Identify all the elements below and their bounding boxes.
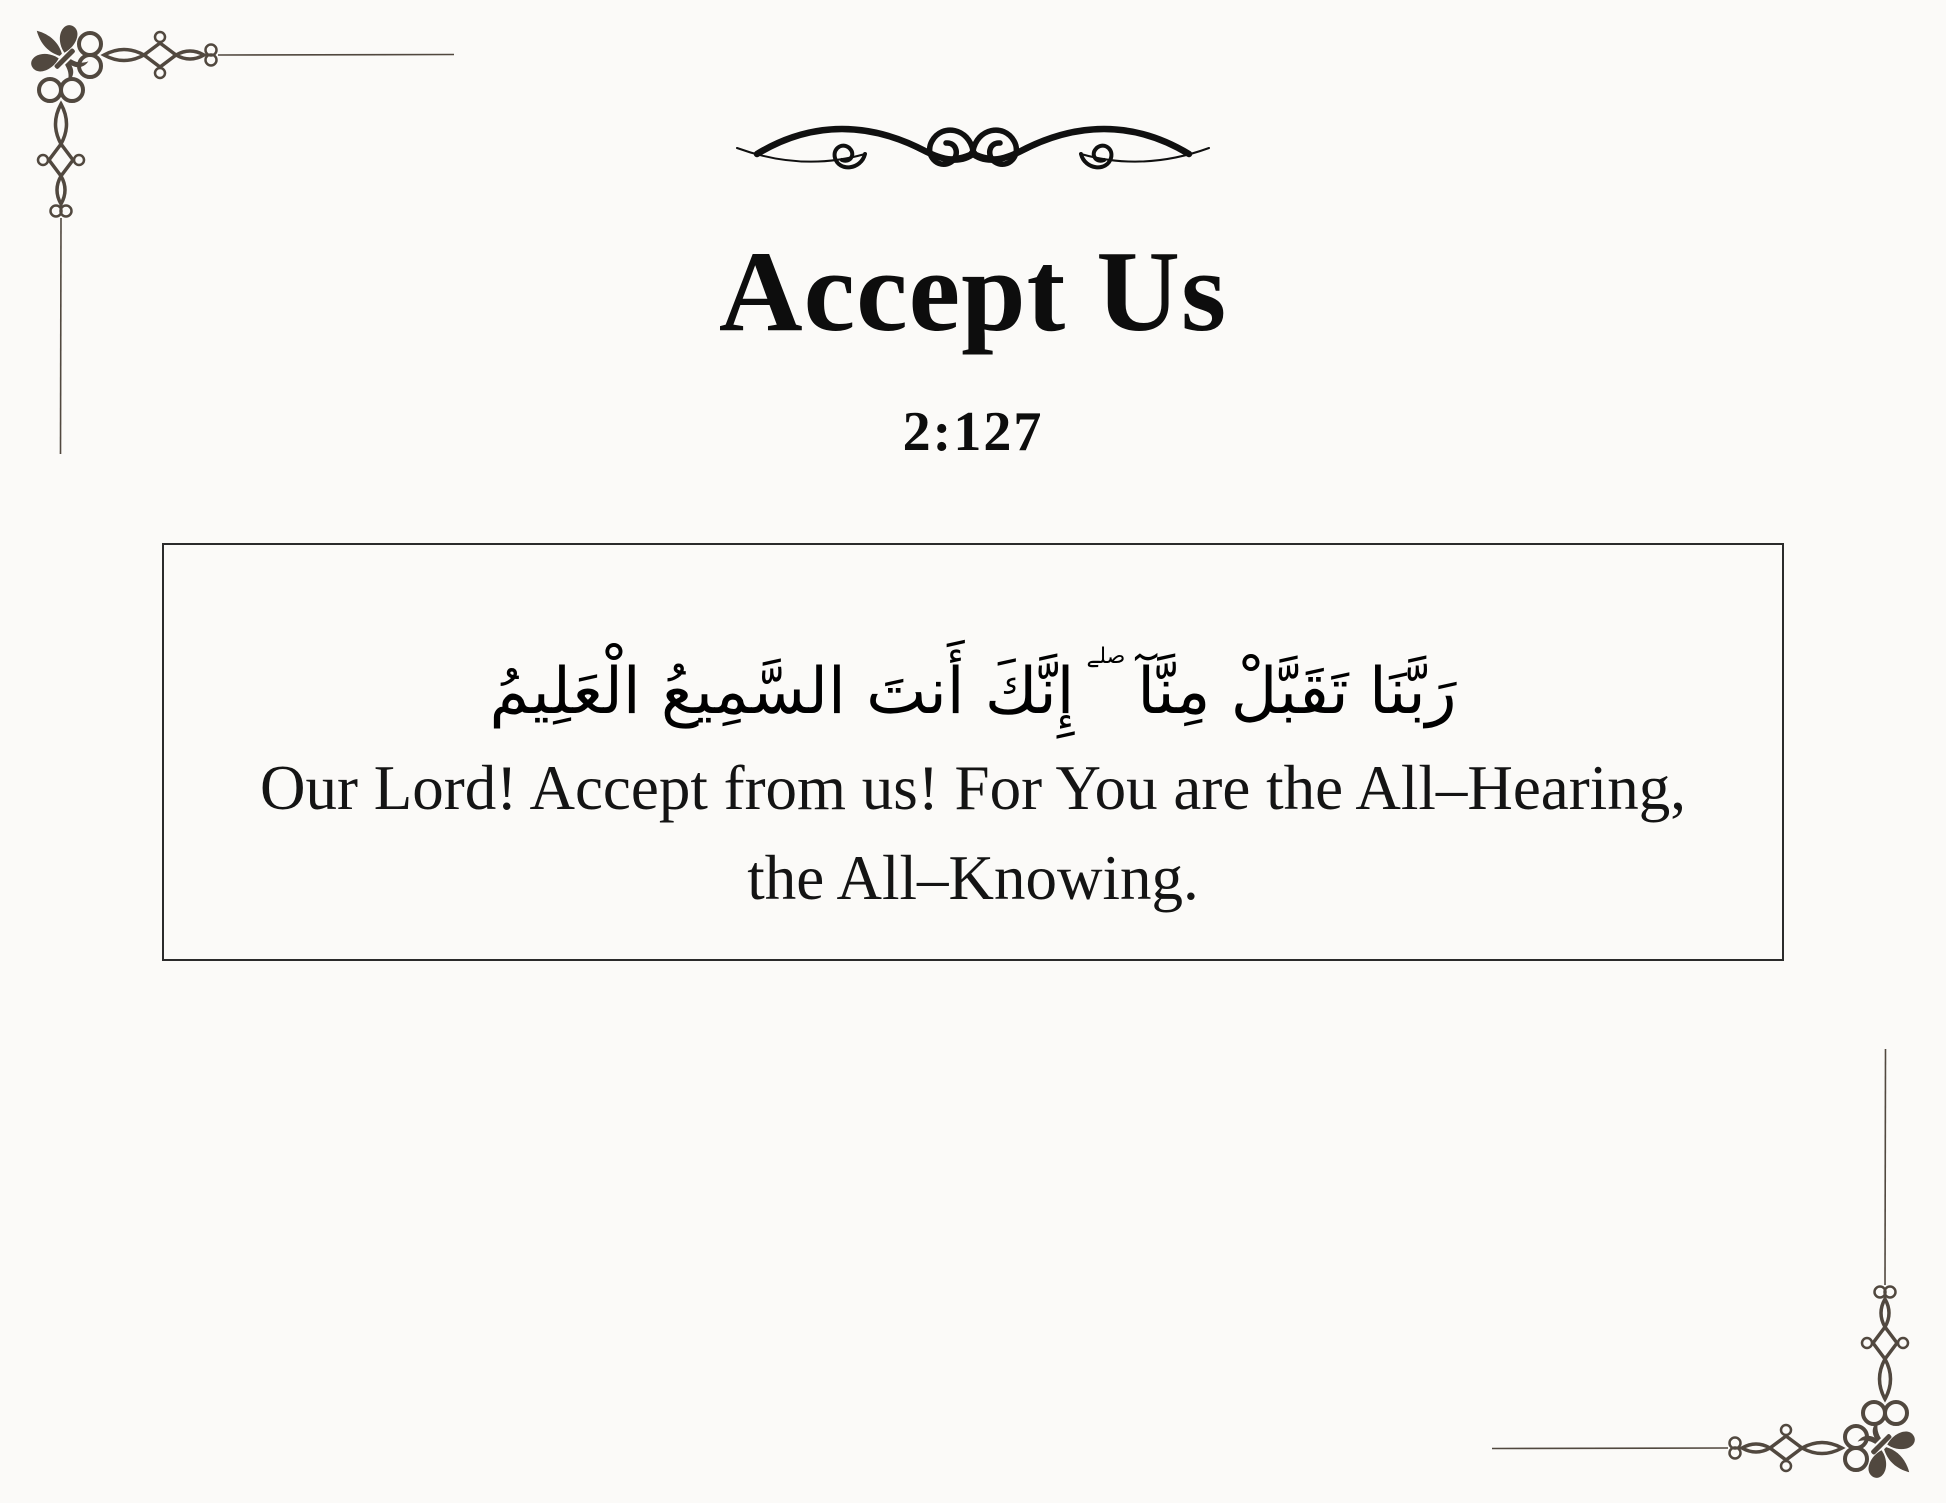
corner-flourish-bottom-right-icon — [1490, 1041, 1930, 1493]
arabic-verse-part2: إِنَّكَ أَنتَ السَّمِيعُ الْعَلِيمُ — [489, 655, 1075, 729]
verse-card — [162, 543, 1784, 961]
arabic-verse — [164, 545, 1782, 743]
arabic-verse-part1: رَبَّنَا تَقَبَّلْ مِنَّآ — [1137, 655, 1457, 729]
verse-translation — [164, 743, 1782, 923]
swirl-divider-icon — [731, 110, 1215, 188]
page-title: Accept Us — [718, 228, 1228, 356]
translation-line-1: Our Lord! Accept from us! For You are the All–Hearing, — [260, 753, 1686, 823]
translation-line-2: the All–Knowing. — [747, 843, 1199, 913]
waqf-pause-mark: صلے — [1086, 644, 1126, 669]
verse-reference: 2:127 — [902, 401, 1044, 463]
